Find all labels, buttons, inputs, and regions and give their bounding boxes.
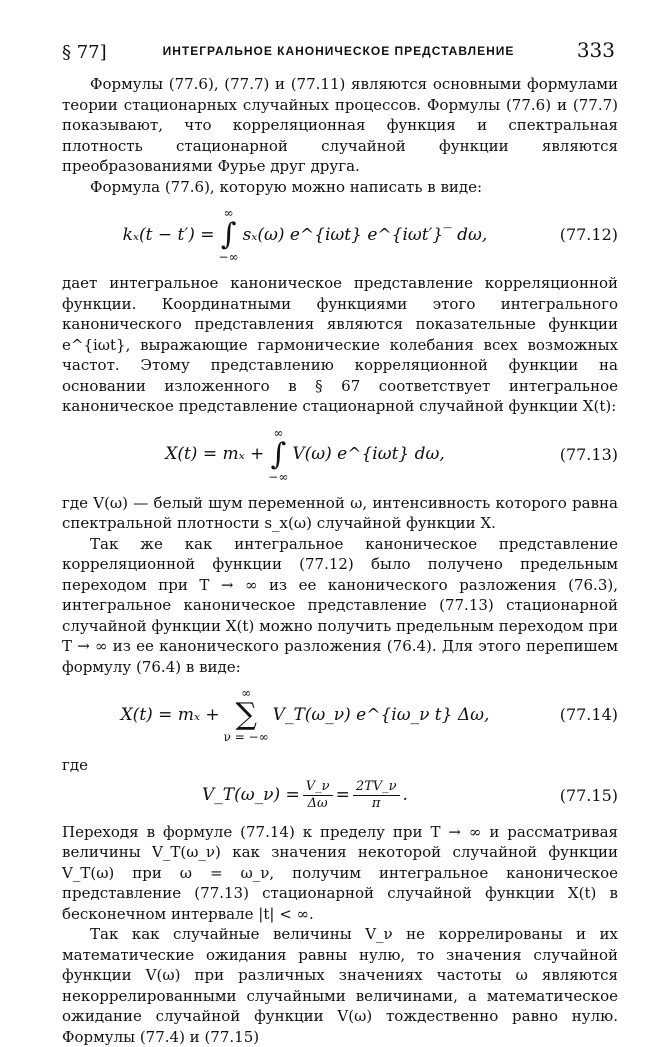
paragraph: Так как случайные величины V_ν не коррелированы и их математические ожидания равны нулю, то значения случайной функции V(ω) при различных значениях частоты ω являются некоррелированными случайными величинами, а математическое ожидание случайной функции V(ω) тождественно равно нулю. Формулы (77.4) и (77.15): [62, 925, 618, 1046]
lower-limit: −∞: [218, 250, 239, 264]
integral-sign: ∞ ∫ −∞: [218, 206, 239, 264]
eq-lhs: X(t) = mₓ +: [165, 444, 265, 465]
eq-lhs: X(t) = mₓ +: [120, 704, 220, 725]
equation-77-12: [62, 197, 618, 273]
fraction: [303, 779, 333, 811]
equation-number: (77.13): [559, 444, 618, 464]
header-title: ИНТЕГРАЛЬНОЕ КАНОНИЧЕСКОЕ ПРЕДСТАВЛЕНИЕ: [162, 44, 515, 58]
eq-summand: V_T(ω_ν) e^{iω_ν t} Δω,: [272, 704, 490, 725]
paragraph: где: [62, 756, 88, 774]
paragraph: Переходя в формуле (77.14) к пределу при T → ∞ и рассматривая величины V_T(ω_ν) как значения некоторой случайной функции V_T(ω) при ω = ω_ν, получим интегральное каноническое представление (77.13) стационарной случайной функции X(t) в бесконечном интервале |t| < ∞.: [62, 822, 618, 923]
numerator: V_ν: [303, 779, 333, 796]
paragraph: Формулы (77.6), (77.7) и (77.11) являются основными формулами теории стационарных случайных процессов. Формулы (77.6) и (77.7) показывают, что корреляционная функция и спектральная плотность стационарной случайной функции являются преобразованиями Фурье друг друга.: [62, 75, 618, 175]
paragraph: Так же как интегральное каноническое представление корреляционной функции (77.12) было получено предельным переходом при T → ∞ из ее канонического разложения (76.3), интегральное каноническое представление (77.13) стационарной случайной функции X(t) можно получить предельным переходом при T → ∞ из ее канонического разложения (76.4). Для этого перепишем формулу (76.4) в виде:: [62, 534, 618, 676]
upper-limit: ∞: [241, 686, 252, 700]
paragraph: дает интегральное каноническое представление корреляционной функции. Координатными функциями этого интегрального канонического представления являются показательные функции e^{iωt}, выражающие гармонические колебания всех возможных частот. Этому представлению корреляционной функции на основании изложенного в § 67 соответствует интегральное каноническое представление стационарной случайной функции X(t):: [62, 274, 618, 415]
equation-number: (77.12): [559, 224, 618, 244]
section-ref: § 77]: [62, 42, 107, 63]
eq-integrand: V(ω) e^{iωt} dω,: [292, 444, 445, 465]
paragraph: где V(ω) — белый шум переменной ω, интенсивность которого равна спектральной плотности s_x(ω) случайной функции X.: [62, 493, 618, 532]
page-number: 333: [576, 38, 615, 62]
sum-sign: ∞ ∑ ν = −∞: [223, 686, 269, 744]
equation-77-13: [62, 417, 618, 493]
equation-77-14: [62, 677, 618, 753]
running-header: [62, 38, 615, 68]
denominator: π: [371, 796, 381, 811]
paragraph: Формула (77.6), которую можно написать в виде:: [90, 177, 483, 196]
equation-77-15: V_T(ω_ν) = $\frac{V\_\nu}{\Delta\omega}$ = $\frac{2TV\_\nu}{\pi}$ . (77.15): [202, 779, 618, 811]
eq-integrand: sₓ(ω) e^{iωt} e^{iωt′}‾ dω,: [242, 224, 488, 245]
lower-limit: −∞: [268, 469, 289, 484]
upper-limit: ∞: [223, 206, 234, 220]
equation-number: (77.15): [559, 785, 618, 805]
denominator: Δω: [307, 796, 328, 811]
lower-limit: ν = −∞: [223, 730, 269, 744]
equation-number: (77.14): [559, 704, 618, 724]
fraction: [353, 779, 400, 811]
numerator: 2TV_ν: [353, 779, 400, 796]
eq-lhs: kₓ(t − t′) =: [122, 224, 215, 245]
page-body: [62, 74, 618, 1047]
eq-lhs: V_T(ω_ν) =: [202, 785, 300, 806]
integral-sign: ∞ ∫ −∞: [268, 425, 289, 484]
upper-limit: ∞: [273, 425, 284, 440]
